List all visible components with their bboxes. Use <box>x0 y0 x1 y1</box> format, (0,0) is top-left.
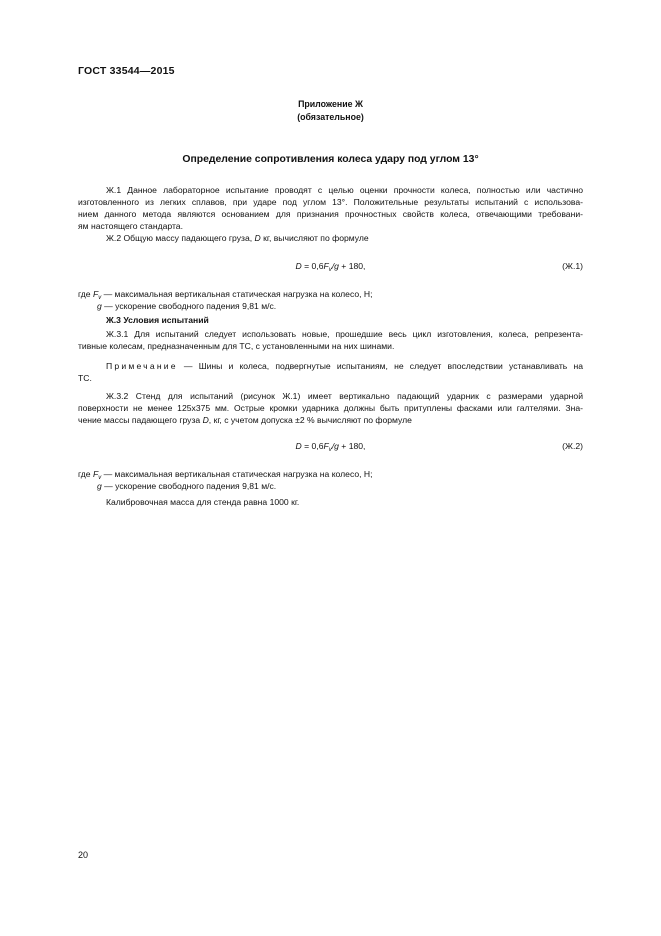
note-paragraph <box>78 360 583 384</box>
text-span: — ускорение свободного падения 9,81 м/с. <box>101 481 277 491</box>
section-zh3-title: Ж.3 Условия испытаний <box>106 315 209 325</box>
variable-d: D <box>202 415 209 425</box>
paragraph-line: Ж.3.2 Стенд для испытаний (рисунок Ж.1) имеет вертикально падающий ударник с размерами ударной <box>106 391 583 401</box>
text-span: кг, вычисляют по формуле <box>260 233 369 243</box>
where-line-g <box>78 480 583 492</box>
text-span: — Шины и колеса, подвергнутые испытаниям, не следует впоследствии устанавливать на <box>177 361 583 371</box>
formula-expression <box>78 260 583 272</box>
where-line-fv <box>78 288 583 300</box>
variable-d: D <box>295 441 302 451</box>
text-span: — максимальная вертикальная статическая нагрузка на колесо, Н; <box>101 469 373 479</box>
text-span: — ускорение свободного падения 9,81 м/с. <box>101 301 277 311</box>
variable-f: F <box>92 289 99 299</box>
paragraph-line: ям настоящего стандарта. <box>78 221 183 231</box>
paragraph-line <box>78 360 583 372</box>
note-label: Примечание <box>106 361 178 371</box>
variable-g: g <box>97 301 102 311</box>
paragraph-line <box>78 232 583 244</box>
formula-number: (Ж.2) <box>562 441 583 451</box>
formula-part: = 0,6 <box>301 261 324 271</box>
variable-f: F <box>92 469 99 479</box>
where-block-2 <box>78 468 583 508</box>
paragraph-line: нием данного метода являются основанием для признания прочностных свойств колеса, отвечающими требовани- <box>78 209 583 219</box>
variable-f: F <box>323 441 329 451</box>
subscript-v: v <box>98 295 102 301</box>
page-number: 20 <box>78 850 89 860</box>
formula-part: + 180, <box>338 261 366 271</box>
formula-zh1 <box>78 260 583 272</box>
where-line-fv <box>78 468 583 480</box>
formula-expression <box>78 440 583 452</box>
annex-status: (обязательное) <box>297 112 364 122</box>
paragraph-zh31 <box>78 328 583 352</box>
text-span: , кг, с учетом допуска ±2 % вычисляют по формуле <box>208 415 412 425</box>
paragraph-line: поверхности не менее 125x375 мм. Острые кромки ударника должны быть притуплены фасками или галтелями. Зна- <box>78 403 583 413</box>
text-span: где <box>78 469 93 479</box>
where-line-g <box>78 300 583 312</box>
variable-g: g <box>97 481 102 491</box>
subscript-v: v <box>328 447 332 453</box>
paragraph-line: Ж.1 Данное лабораторное испытание проводят с целью оценки прочности колеса, полностью или частично <box>106 185 583 195</box>
paragraph-line: Ж.3.1 Для испытаний следует использовать новые, прошедшие весь цикл изготовления, колеса, репрезента- <box>106 329 583 339</box>
paragraph-zh32 <box>78 390 583 426</box>
paragraph-line: тивные колесам, предназначенным для ТС, с установленными на них шинами. <box>78 341 395 351</box>
paragraph-zh2 <box>78 232 583 244</box>
paragraph-zh1 <box>78 184 583 232</box>
variable-d: D <box>295 261 302 271</box>
subscript-v: v <box>328 267 332 273</box>
paragraph-line <box>78 414 583 426</box>
variable-d: D <box>254 233 261 243</box>
text-span: где <box>78 289 93 299</box>
text-span: — максимальная вертикальная статическая нагрузка на колесо, Н; <box>101 289 373 299</box>
formula-part: = 0,6 <box>301 441 324 451</box>
subscript-v: v <box>98 475 102 481</box>
variable-f: F <box>323 261 329 271</box>
calibration-mass-line: Калибровочная масса для стенда равна 1000 кг. <box>106 497 300 507</box>
formula-number: (Ж.1) <box>562 261 583 271</box>
text-span: чение массы падающего груза <box>78 415 203 425</box>
variable-g: /g <box>331 261 339 271</box>
paragraph-line: ТС. <box>78 373 92 383</box>
where-block-1 <box>78 288 583 312</box>
section-title: Определение сопротивления колеса удару под углом 13° <box>182 154 479 165</box>
document-header-code: ГОСТ 33544—2015 <box>78 65 175 77</box>
paragraph-line: изготовленного из легких сплавов, при ударе под углом 13°. Положительные результаты испытаний с использова- <box>78 197 583 207</box>
text-span: Ж.2 Общую массу падающего груза, <box>106 233 255 243</box>
annex-title: Приложение Ж <box>298 99 363 109</box>
formula-zh2 <box>78 440 583 452</box>
variable-g: /g <box>331 441 339 451</box>
formula-part: + 180, <box>338 441 366 451</box>
